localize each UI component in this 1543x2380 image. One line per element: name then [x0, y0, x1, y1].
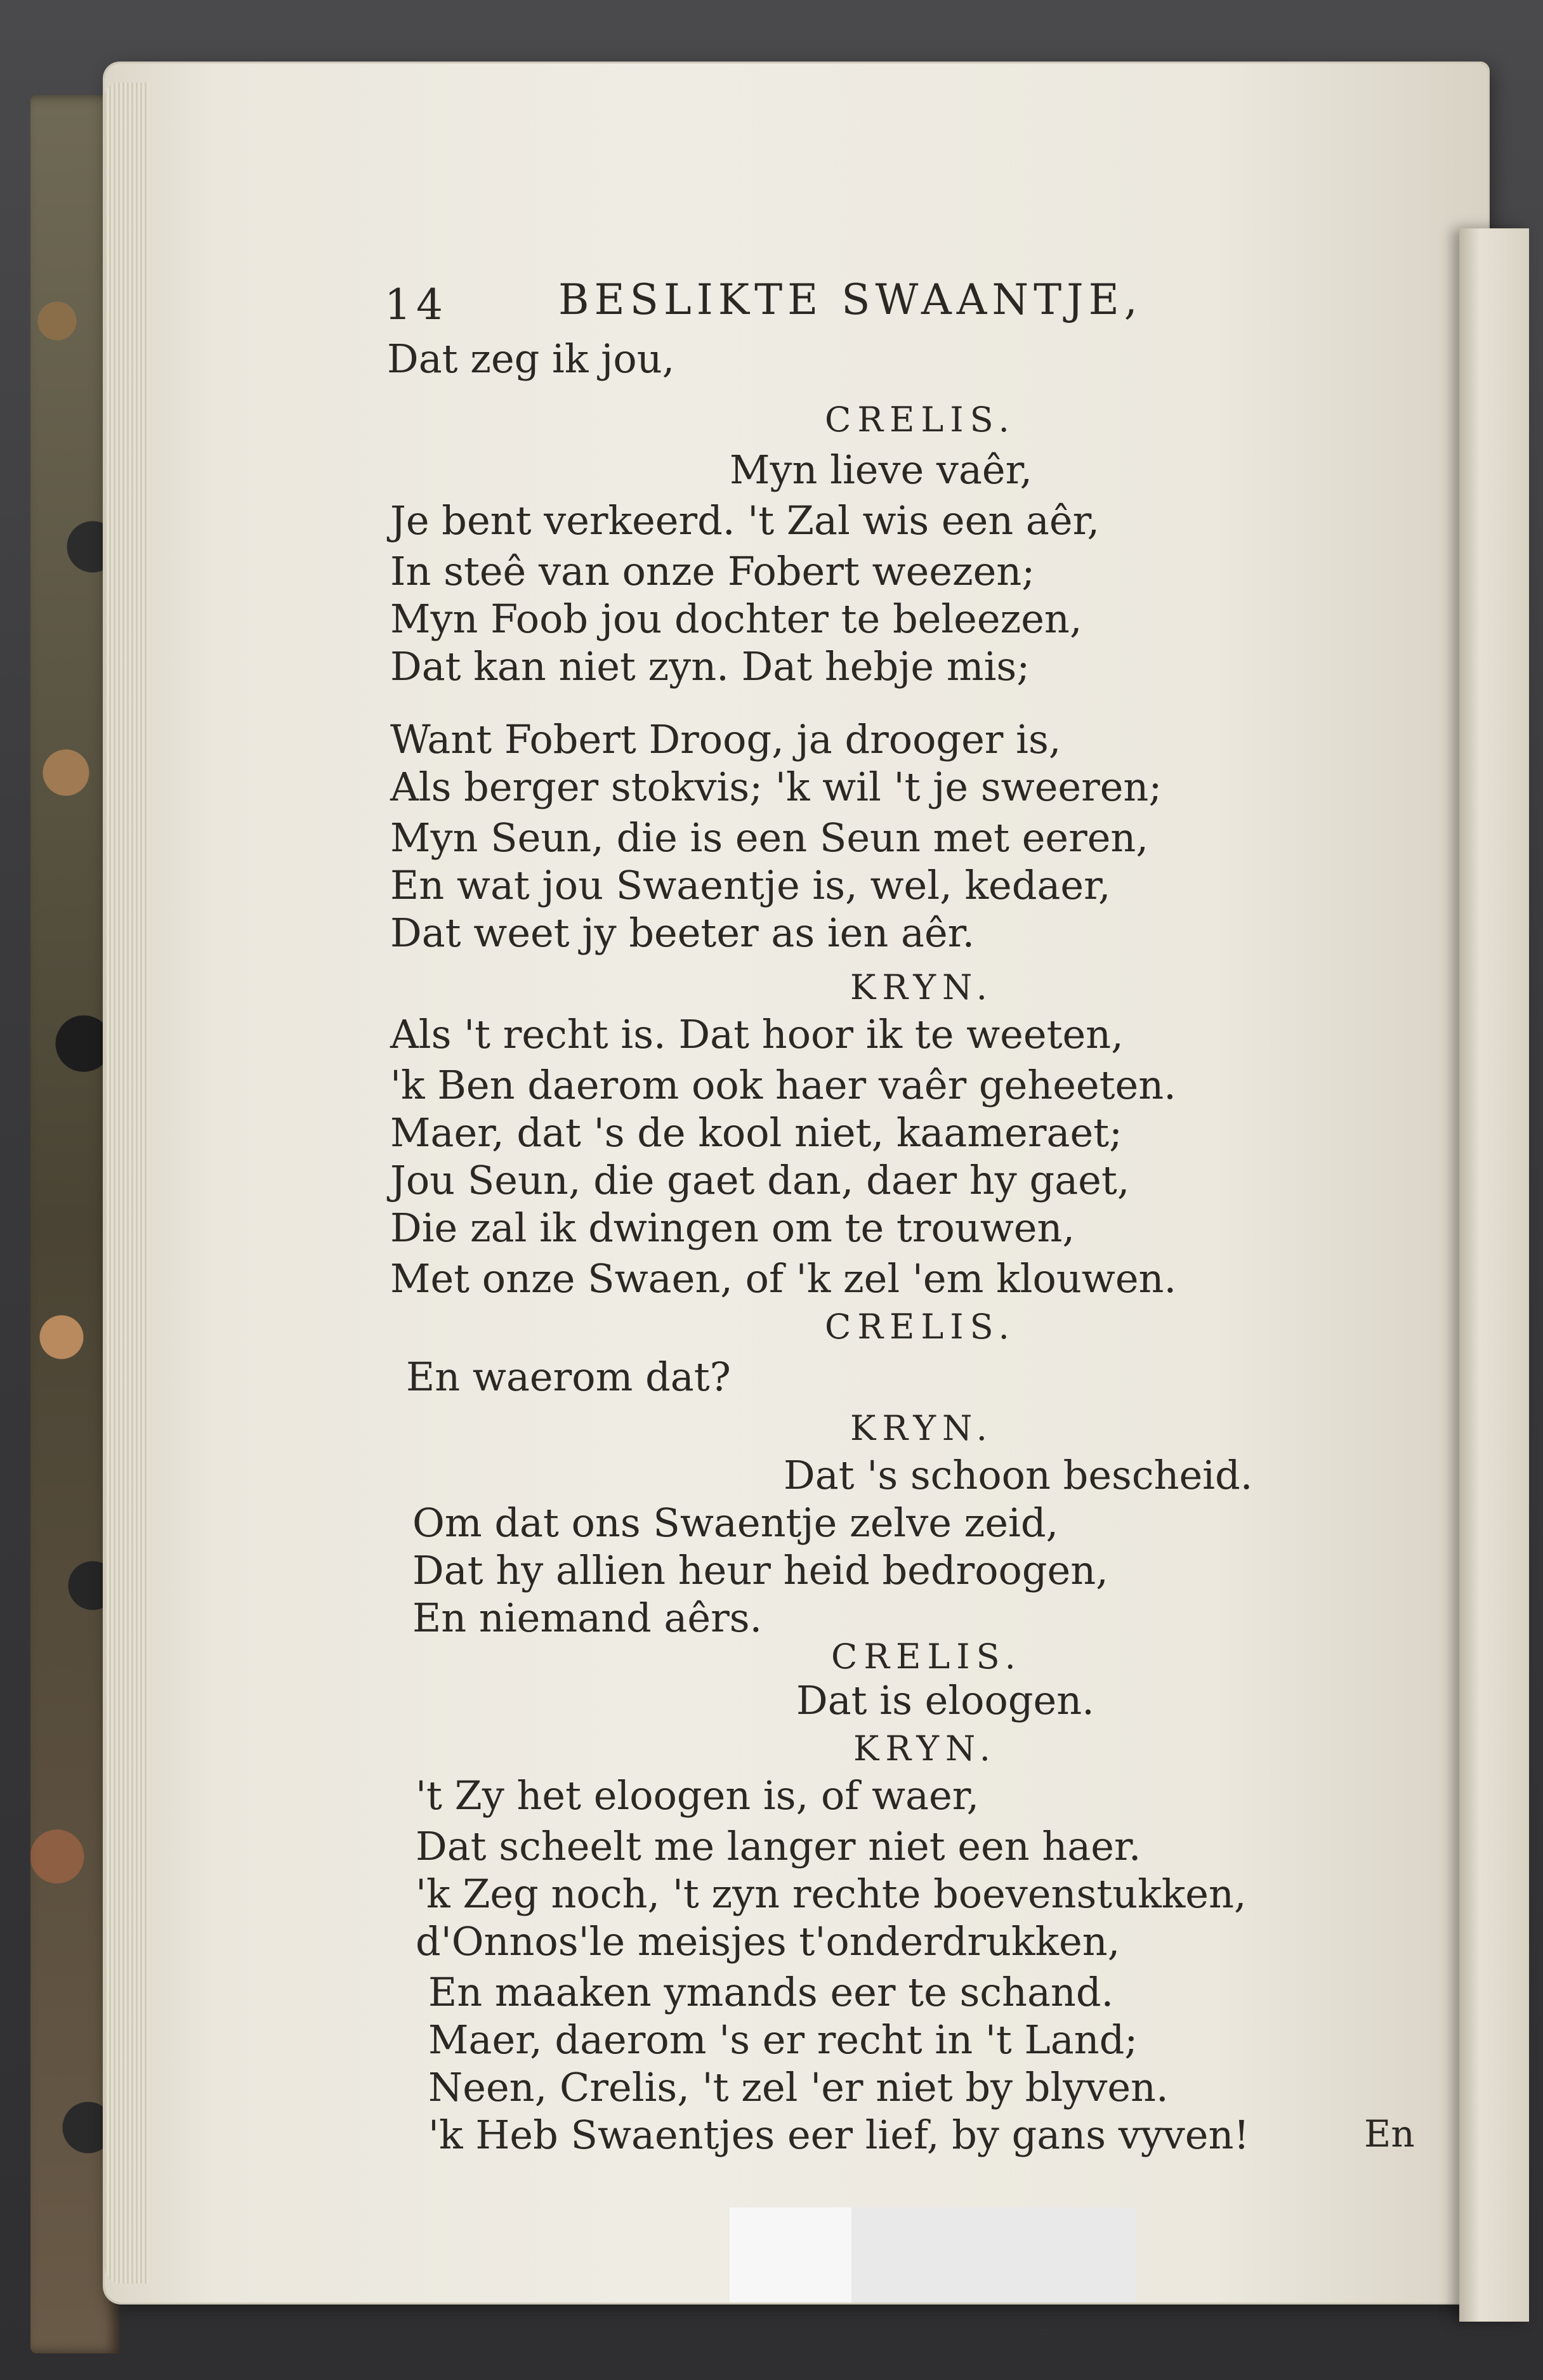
verse-line: Als berger stokvis; 'k wil 't je sweeren;: [390, 764, 1162, 810]
verse-line: d'Onnos'le meisjes t'onderdrukken,: [416, 1918, 1120, 1965]
verse-line: Dat is eloogen.: [796, 1677, 1094, 1723]
verse-line: Als 't recht is. Dat hoor ik te weeten,: [390, 1011, 1124, 1057]
verse-line: Dat scheelt me langer niet een haer.: [416, 1823, 1141, 1869]
verse-line: Want Fobert Droog, ja drooger is,: [390, 716, 1061, 762]
verse-line: Neen, Crelis, 't zel 'er niet by blyven.: [428, 2064, 1169, 2110]
verse-line: Myn Seun, die is een Seun met eeren,: [390, 814, 1149, 861]
verse-line: Dat 's schoon bescheid.: [784, 1452, 1253, 1498]
page-number: 14: [384, 280, 448, 329]
verse-line: Myn lieve vaêr,: [730, 447, 1033, 493]
verse-line: Die zal ik dwingen om te trouwen,: [390, 1205, 1075, 1251]
verse-line: Jou Seun, die gaet dan, daer hy gaet,: [390, 1157, 1130, 1203]
verse-line: Myn Foob jou dochter te beleezen,: [390, 596, 1082, 642]
verse-line: En maaken ymands eer te schand.: [428, 1969, 1114, 2015]
verse-line: 't Zy het eloogen is, of waer,: [416, 1772, 980, 1819]
verse-line: 'k Ben daerom ook haer vaêr geheeten.: [390, 1062, 1176, 1108]
facing-page-edge: [1459, 228, 1529, 2322]
verse-line: 'k Zeg noch, 't zyn rechte boevenstukken,: [416, 1871, 1247, 1917]
verse-line: Dat kan niet zyn. Dat hebje mis;: [390, 643, 1030, 690]
verse-line: Maer, daerom 's er recht in 't Land;: [428, 2017, 1138, 2063]
verse-line: En waerom dat?: [406, 1354, 731, 1400]
speaker-name: KRYN.: [853, 1729, 997, 1769]
catchword: En: [1364, 2112, 1415, 2155]
speaker-name: KRYN.: [850, 967, 994, 1007]
redaction-patch: [730, 2207, 1136, 2303]
verse-line: Maer, dat 's de kool niet, kaameraet;: [390, 1109, 1122, 1156]
page-stack-edge: [105, 82, 149, 2284]
verse-line: Dat hy allien heur heid bedroogen,: [412, 1547, 1108, 1593]
running-title: BESLIKTE SWAANTJE,: [558, 275, 1143, 324]
verse-line: In steê van onze Fobert weezen;: [390, 548, 1035, 594]
verse-line: En niemand aêrs.: [412, 1595, 763, 1641]
verse-line: Met onze Swaen, of 'k zel 'em klouwen.: [390, 1255, 1177, 1302]
verse-line: En wat jou Swaentje is, wel, kedaer,: [390, 862, 1111, 908]
speaker-name: CRELIS.: [825, 1307, 1016, 1347]
verse-line: Je bent verkeerd. 't Zal wis een aêr,: [390, 497, 1100, 544]
speaker-name: CRELIS.: [825, 400, 1016, 440]
verse-line: 'k Heb Swaentjes eer lief, by gans vyven!: [428, 2112, 1250, 2158]
verse-line: Om dat ons Swaentje zelve zeid,: [412, 1500, 1059, 1546]
verse-line: Dat weet jy beeter as ien aêr.: [390, 910, 975, 956]
speaker-name: CRELIS.: [831, 1637, 1022, 1677]
verse-line: Dat zeg ik jou,: [387, 336, 675, 382]
speaker-name: KRYN.: [850, 1408, 994, 1448]
